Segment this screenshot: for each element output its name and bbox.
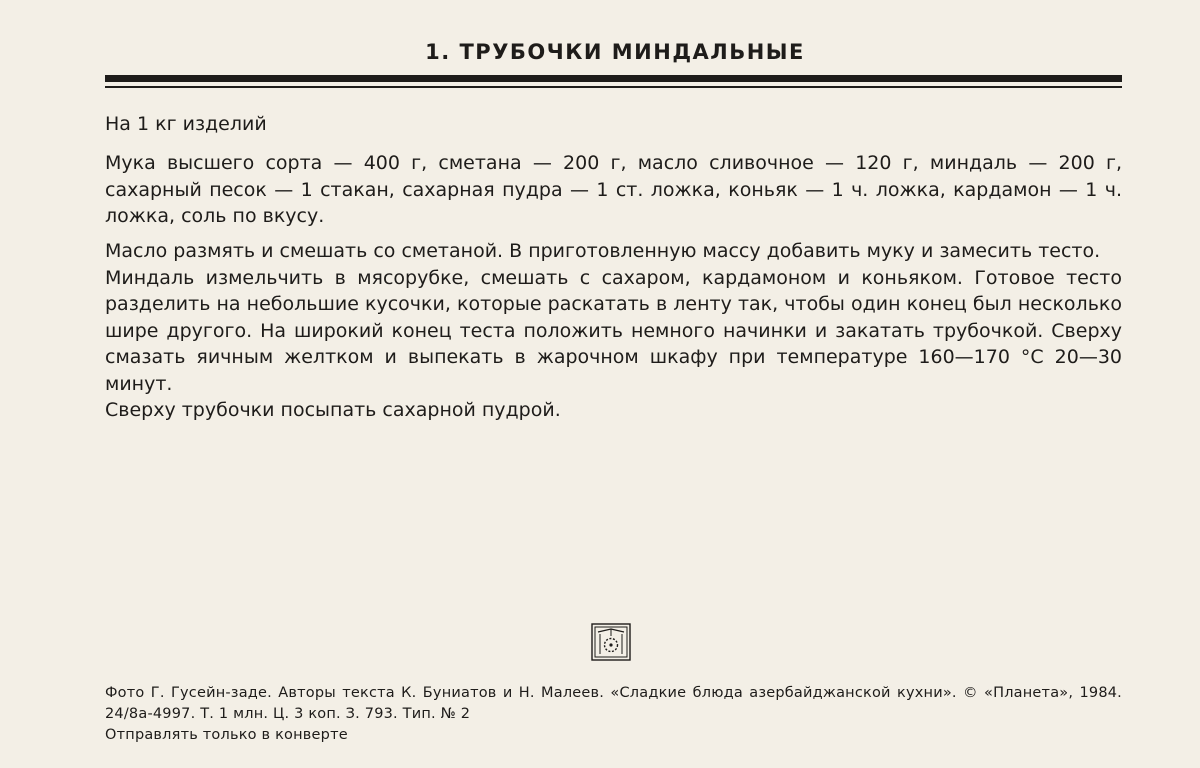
- ingredients-list: [105, 150, 1122, 230]
- title-rule-thick: [105, 75, 1122, 82]
- method-step-3: Сверху трубочки посыпать сахарной пудрой.: [105, 399, 561, 421]
- publisher-book-emblem-icon: [590, 622, 632, 662]
- yield-label: На 1 кг изделий: [105, 113, 267, 135]
- footer-mailing-note: Отправлять только в конверте: [105, 727, 348, 743]
- footer-credits: Фото Г. Гусейн-заде. Авторы текста К. Буниатов и Н. Малеев. «Сладкие блюда азербайджанской кухни». © «Планета», 1984. 24/8а-4997. Т. 1 млн. Ц. 3 коп. З. 793. Тип. № 2: [105, 685, 1122, 722]
- method-step-2: Миндаль измельчить в мясорубке, смешать с сахаром, кардамоном и коньяком. Готовое тесто разделить на небольшие кусочки, которые раскатать в ленту так, чтобы один конец был несколько шире другого. На широкий конец теста положить немного начинки и закатать трубочкой. Сверху смазать яичным желтком и выпекать в жарочном шкафу при температуре 160—170 °C 20—30 минут.: [105, 266, 1122, 395]
- recipe-title: 1. ТРУБОЧКИ МИНДАЛЬНЫЕ: [425, 40, 805, 64]
- publication-footer: [105, 683, 1122, 746]
- method-section: [105, 238, 1122, 424]
- ingredients-text: Мука высшего сорта — 400 г, сметана — 200 г, масло сливочное — 120 г, миндаль — 200 г, сахарный песок — 1 стакан, сахарная пудра — 1 ст. ложка, коньяк — 1 ч. ложка, кардамон — 1 ч. ложка, соль по вкусу.: [105, 152, 1122, 227]
- method-step-1: Масло размять и смешать со сметаной. В приготовленную массу добавить муку и замесить тесто.: [105, 240, 1101, 262]
- title-rule-thin: [105, 86, 1122, 88]
